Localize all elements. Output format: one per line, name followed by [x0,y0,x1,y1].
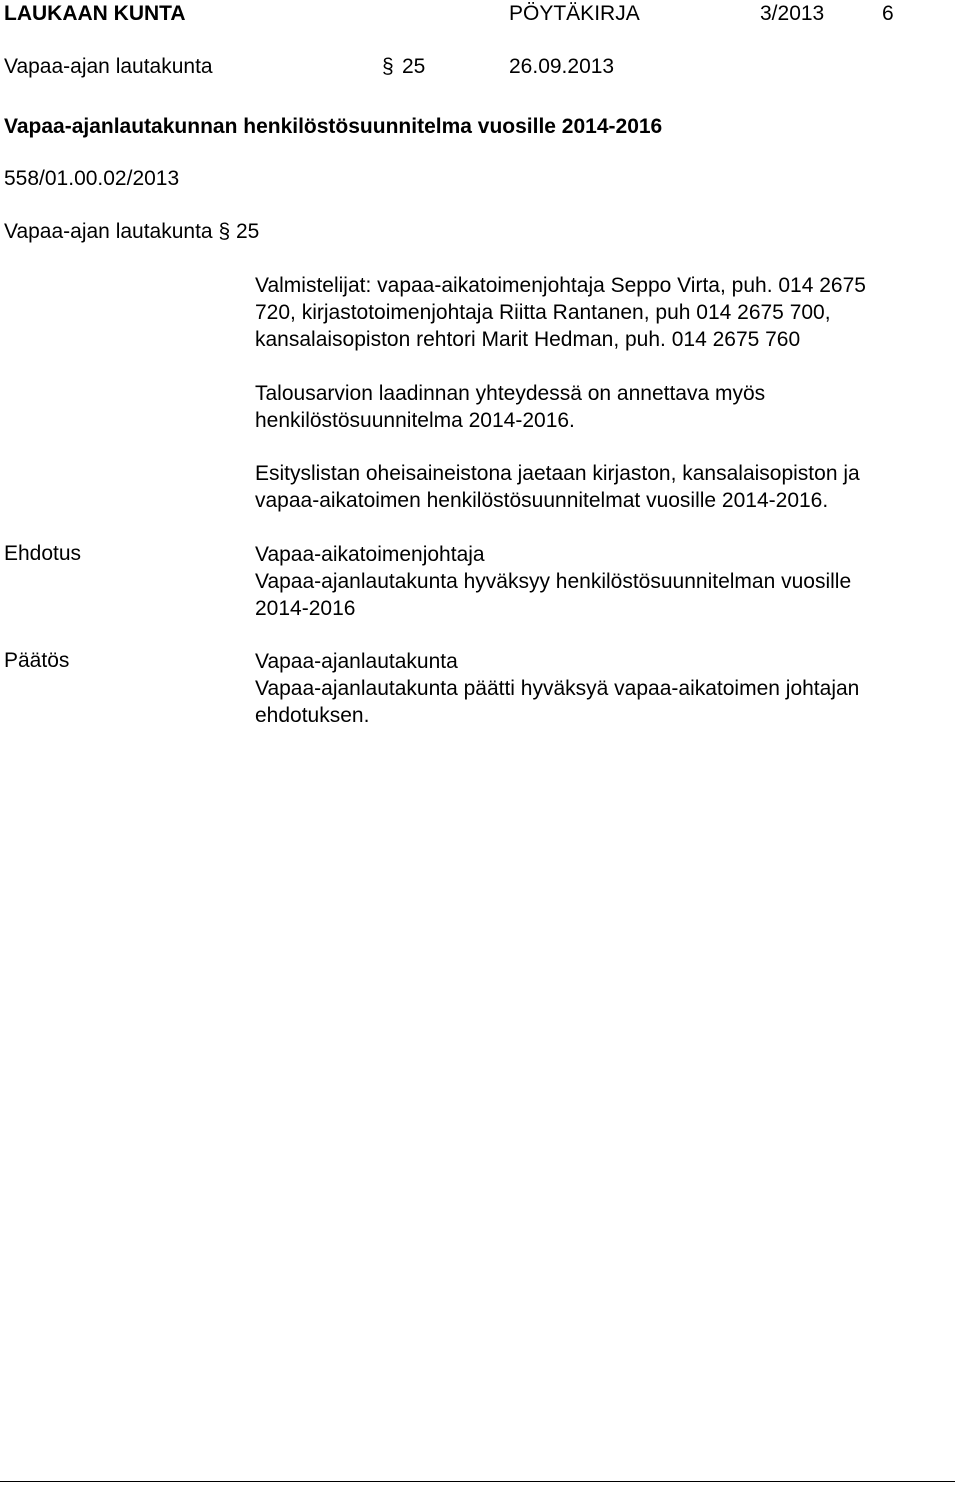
proposal-paragraph [255,541,945,622]
paragraph-line: Esityslistan oheisaineistona jaetaan kirjaston, kansalaisopiston ja [255,462,860,485]
preparers-line: Valmistelijat: vapaa-aikatoimenjohtaja Seppo Virta, puh. 014 2675 [255,274,866,297]
preparers-line: kansalaisopiston rehtori Marit Hedman, puh. 014 2675 760 [255,328,801,351]
preparers-line: 720, kirjastotoimenjohtaja Riitta Rantanen, puh 014 2675 700, [255,301,831,324]
doc-type: PÖYTÄKIRJA [509,2,640,25]
header-body-name: Vapaa-ajan lautakunta [4,55,213,78]
footer-divider [0,1481,955,1482]
header-date: 26.09.2013 [509,55,615,78]
paragraph-line: vapaa-aikatoimen henkilöstösuunnitelmat vuosille 2014-2016. [255,489,829,512]
committee-name: Vapaa-ajan lautakunta [4,220,213,243]
proposal-label: Ehdotus [4,542,82,565]
committee-section-symbol: § [218,220,231,243]
doc-number: 3/2013 [760,2,825,25]
paragraph-line: Talousarvion laadinnan yhteydessä on annettava myös [255,382,766,405]
decision-label: Päätös [4,649,70,672]
decision-line: Vapaa-ajanlautakunta [255,650,458,673]
org-name: LAUKAAN KUNTA [4,2,186,25]
page-title: Vapaa-ajanlautakunnan henkilöstösuunnitelma vuosille 2014-2016 [4,115,663,138]
record-number: 558/01.00.02/2013 [4,167,180,190]
attachment-paragraph [255,460,945,514]
decision-line: Vapaa-ajanlautakunta päätti hyväksyä vapaa-aikatoimen johtajan [255,677,860,700]
decision-line: ehdotuksen. [255,704,370,727]
page-number: 6 [882,2,894,25]
committee-line [4,219,259,245]
preparers-paragraph [255,272,945,353]
header-section-symbol: § [382,55,394,78]
header-section-number: 25 [402,55,426,78]
committee-section-number: 25 [235,220,260,243]
proposal-line: Vapaa-ajanlautakunta hyväksyy henkilöstösuunnitelman vuosille [255,570,852,593]
proposal-line: 2014-2016 [255,597,356,620]
budget-paragraph [255,380,945,434]
paragraph-line: henkilöstösuunnitelma 2014-2016. [255,409,575,432]
proposal-line: Vapaa-aikatoimenjohtaja [255,543,485,566]
decision-paragraph [255,648,945,729]
